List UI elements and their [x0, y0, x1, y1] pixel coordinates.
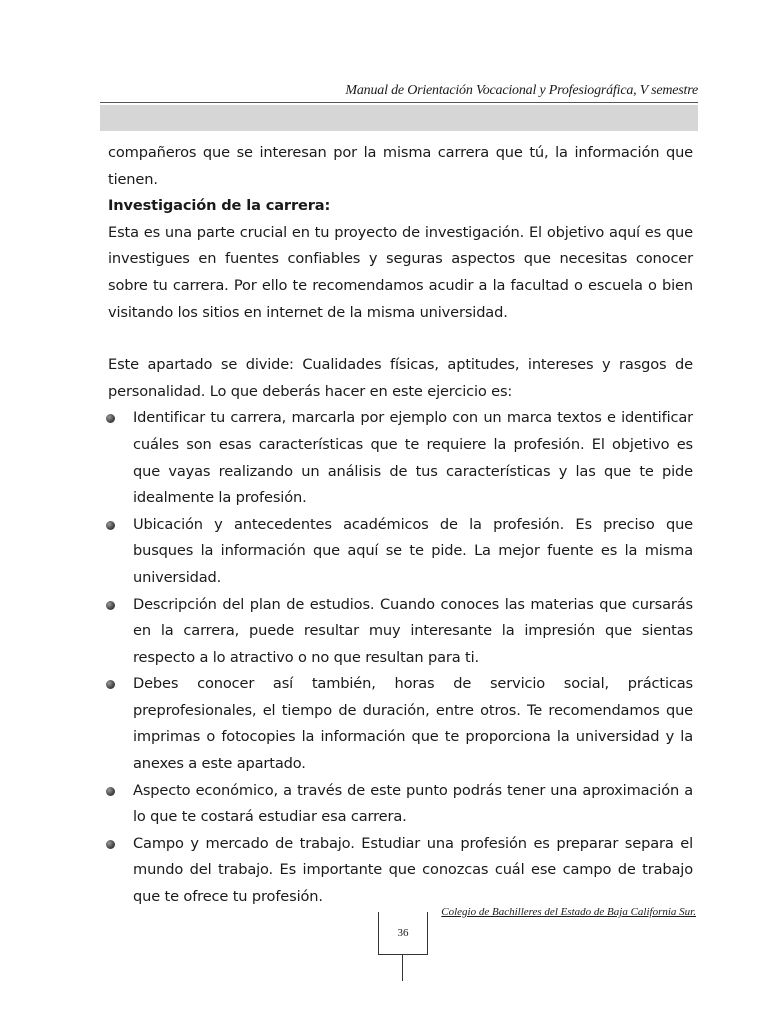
list-item-text: Identificar tu carrera, marcarla por ejemplo con un marca textos e identificar cuáles son esas características que te requiere la profesión. El objetivo es que vayas realizando un análisis de tus características y las que te pide idealmente la profesión.	[133, 409, 693, 507]
bullet-list	[108, 405, 693, 910]
header-bar	[100, 105, 698, 131]
page-content	[108, 140, 693, 911]
list-item	[108, 778, 693, 831]
bullet-dot-icon	[106, 601, 115, 610]
paragraph-1: Esta es una parte crucial en tu proyecto de investigación. El objetivo aquí es que investigues en fuentes confiables y seguras aspectos que necesitas conocer sobre tu carrera. Por ello te recomendamos acudir a la facultad o escuela o bien visitando los sitios en internet de la misma universidad.	[108, 223, 693, 321]
bullet-dot-icon	[106, 680, 115, 689]
header-rule	[100, 102, 698, 103]
intro-paragraph: compañeros que se interesan por la misma carrera que tú, la información que tienen.	[108, 144, 693, 188]
header-title: Manual de Orientación Vocacional y Profesiográfica, V semestre	[345, 83, 698, 98]
page-number: 36	[397, 927, 409, 939]
section-heading: Investigación de la carrera:	[108, 197, 331, 215]
bullet-dot-icon	[106, 787, 115, 796]
list-item	[108, 592, 693, 672]
list-item	[108, 671, 693, 777]
bullet-dot-icon	[106, 414, 115, 423]
list-item-text: Campo y mercado de trabajo. Estudiar una profesión es preparar separa el mundo del trabajo. Es importante que conozcas cuál ese campo de trabajo que te ofrece tu profesión.	[133, 834, 693, 906]
footer-institution: Colegio de Bachilleres del Estado de Baja California Sur.	[441, 906, 696, 918]
list-item	[108, 512, 693, 592]
page-number-box	[378, 912, 428, 955]
list-item-text: Descripción del plan de estudios. Cuando conoces las materias que cursarás en la carrera, puede resultar muy interesante la impresión que sientas respecto a lo atractivo o no que resultan para ti.	[133, 595, 693, 666]
page-number-tail	[402, 955, 403, 981]
bullet-dot-icon	[106, 840, 115, 849]
list-item-text: Aspecto económico, a través de este punto podrás tener una aproximación a lo que te costará estudiar esa carrera.	[133, 781, 693, 826]
list-item	[108, 405, 693, 511]
paragraph-2: Este apartado se divide: Cualidades físicas, aptitudes, intereses y rasgos de personalidad. Lo que deberás hacer en este ejercicio es:	[108, 356, 693, 400]
list-item	[108, 831, 693, 911]
bullet-dot-icon	[106, 521, 115, 530]
list-item-text: Ubicación y antecedentes académicos de la profesión. Es preciso que busques la información que aquí se te pide. La mejor fuente es la misma universidad.	[133, 515, 693, 586]
list-item-text: Debes conocer así también, horas de servicio social, prácticas preprofesionales, el tiempo de duración, entre otros. Te recomendamos que imprimas o fotocopies la información que te proporciona la universidad y la anexes a este apartado.	[133, 675, 693, 773]
